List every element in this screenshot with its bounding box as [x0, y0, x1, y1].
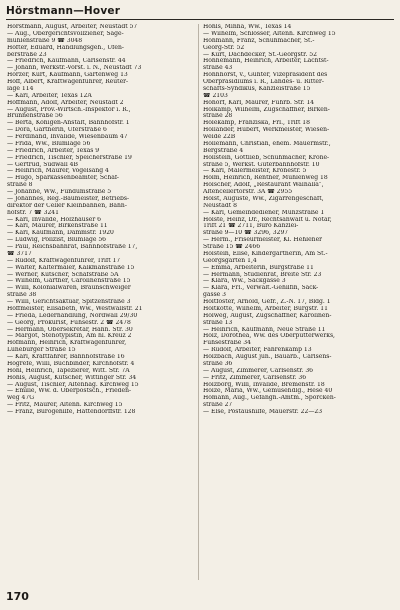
directory-entry-line: Höfter, Eduard, Handlungsgeh., Ufen-	[7, 44, 124, 51]
directory-entry-line: Straße 15 ☎ 2466	[203, 244, 261, 250]
directory-entry-line: Georg-Str. 52	[203, 44, 245, 51]
directory-entry-line: direktor der Celler Kleinbahnen, Bahn-	[7, 202, 127, 209]
directory-entry-line: Holz, Dorothea, Ww. des Oberpütterwerks,	[203, 333, 335, 340]
directory-entry-line: — Herm., Friseurmeister, Kl. Hehlener	[203, 237, 323, 244]
directory-entry-line: Holm, Heinrich, Rentner, Mühlenweg 18	[203, 175, 328, 182]
directory-entry-line: — Emma, Arbeiterin, Burgstraße 11	[203, 264, 314, 271]
directory-entry-line: — Karl, Invalide, Holzhäuser 6	[7, 216, 101, 223]
directory-entry-line: — Hugo, Sparkassenbeamter, Schaf-	[7, 175, 119, 182]
directory-entry-line: — Fritz, Zimmerer, Carlsenstr. 36	[203, 374, 307, 381]
directory-entry-line: Holze, Maria, Ww., Gemüsehdlg., Hese 40	[203, 388, 333, 395]
directory-entry-line: straße 27	[203, 402, 233, 409]
directory-entry-line: straße 8	[7, 182, 33, 189]
directory-entry-line: Holtkötte, Wilhelm, Arbeiter, Burgstr. 11	[203, 305, 328, 312]
directory-entry-line: — Paul, Reichsbahnrat, Bahnhofstraße 17,	[7, 244, 138, 250]
directory-entry-line: Holweg, August, Zugschaffner, Karolinen-	[203, 312, 332, 319]
directory-entry-line: — Karl, Arbeiter, Texas 12A	[7, 92, 92, 99]
directory-entry-line: — Walter, Kaltermaler, Kalkmanstraße 15	[7, 264, 135, 271]
directory-entry-line: Hollstein, Gottlieb, Schuhmacher, Krone-	[203, 154, 330, 161]
directory-entry-line: — Else, Postaushilfe, Mauerstr. 22—23	[203, 409, 323, 415]
directory-entry-line: — Klara, Ww., Sackgasse 3	[203, 278, 286, 285]
directory-entry-line: — Frida, Ww., Blumlage 56	[7, 140, 91, 147]
directory-entry-line: — Werner, Kutscher, Schafstraße 5A	[7, 271, 119, 278]
directory-entry-line: Hohorf, Karl, Maurer, Fuhrb. Str. 14	[203, 99, 315, 106]
directory-entry-line: — Johannes, Reg.-Baumeister, Betriebs-	[7, 195, 130, 202]
directory-entry-line: straße 9—10 ☎ 3296, 3297	[203, 230, 289, 237]
directory-entry-line: — Emilie, Ww. d. Oberpostsch., Frieden-	[7, 388, 132, 395]
directory-entry-line: Hoff, Albert, Kraftwagenführer, Reuter-	[7, 79, 129, 85]
directory-entry-line: — Hermann, Obersekretär, Hann. Str. 30	[7, 326, 133, 333]
directory-entry-line: ☎ 2103	[203, 92, 228, 99]
directory-entry-line: Hollemann, Christian, ehem. Mauermstr.,	[203, 140, 331, 147]
directory-entry-line: Holtfoster, Arnold, Gefr., Z.-N. 17, Bldg. 1	[203, 299, 331, 305]
directory-entry-line: straße 28	[203, 113, 233, 120]
directory-entry-line: Holkamp, Wilhelm, Zugschaffner, Birken-	[203, 106, 330, 113]
directory-entry-line: weg 47G	[7, 395, 35, 402]
directory-entry-line: Hoffmeister, Elisabeth, Ww., Westwallstr. 21	[7, 305, 143, 312]
directory-entry-line: Bergstraße 4	[203, 147, 244, 154]
directory-entry-line: — Willi, Kolonialwaren, Braunschweiger	[7, 285, 131, 292]
directory-entry-line: — Karl, Kraftfahrer, Bahnhofstraße 16	[7, 354, 125, 360]
directory-entry-line: Fuhsestraße 34	[203, 340, 251, 347]
directory-entry-line: straße 38	[7, 292, 37, 299]
directory-entry-line: Holscher, Adolf, „Restaurant Walhalla",	[203, 182, 324, 189]
directory-entry-line: gasse 3	[203, 292, 227, 299]
directory-entry-line: Hohnemann, Heinrich, Arbeiter, Lachtst-	[203, 58, 329, 65]
directory-entry-line: — Georg, Prokurist, Fuhsestr. 2 ☎ 2478	[7, 319, 131, 326]
directory-entry-line: Hörzer, Kurt, Kaufmann, Gartenweg 13	[7, 72, 128, 79]
left-column	[7, 24, 197, 584]
directory-entry-line: — Berta, Königen-Anstalt, Bahnhofstr. 1	[7, 120, 130, 127]
directory-entry-line: Trift 21 ☎ 2711, Büro Kanzlei-	[203, 223, 299, 230]
directory-entry-line: — Johann, Werkstr.-Vorst. i. N., Neustadt 73	[7, 65, 142, 72]
directory-entry-line: Holst, Auguste, Ww., Zigarrengeschäft,	[203, 195, 324, 202]
directory-entry-line: — Heinrich, Maurer, Vogelsang 4	[7, 168, 109, 175]
directory-entry-line: — Rudolf, Kraftwagenführer, Trift 17	[7, 257, 121, 264]
directory-entry-line: — Hermann, Studienrat, Breite Str. 23	[203, 271, 322, 278]
directory-entry-line: Hohnhorst, v., Günter, Vizepräsident des	[203, 72, 328, 79]
directory-entry-line: Hohls, Minna, Ww., Texas 14	[203, 24, 292, 30]
directory-entry-line: Holzborg, Willi, Invalide, Bremenstr. 18	[203, 381, 325, 388]
directory-entry-line: berstraße 23	[7, 51, 47, 58]
directory-entry-line: — Karl, Gemeindediener, Münzstraße 1	[203, 209, 325, 216]
directory-entry-line: Georgsgarten 1,4	[203, 257, 257, 264]
directory-entry-line: straße 5, Werkst. Güterbahnhofstr. 10	[203, 161, 320, 168]
directory-entry-line: — August, Tischler, Altenhäg. Kirchweg 15	[7, 381, 139, 388]
directory-entry-line: Holste, Heinz, Dr., Rechtsanwalt u. Notar,	[203, 216, 332, 223]
directory-entry-line: — Friedrich, Kaufmann, Carlsenstr. 44	[7, 58, 126, 65]
directory-entry-line: mühlenstraße 9 ☎ 3048	[7, 37, 83, 44]
directory-entry-line: Neustadt 8	[203, 202, 237, 209]
directory-entry-line: Holekamp, Franziska, Frl., Trift 18	[203, 120, 310, 127]
directory-entry-line: — Kurt, Dachdecker, St.-Georgstr. 52	[203, 51, 317, 58]
directory-entry-line: Hörstmann, August, Arbeiter, Neustadt 57	[7, 24, 138, 30]
directory-entry-line: — Friedrich, Arbeiter, Texas 9	[7, 147, 100, 154]
directory-entry-line: Holstein, Elise, Kindergärtnerin, Am St.-	[203, 250, 328, 257]
directory-entry-line: Hogrefe, Willi, Buchbinder, Kirchhofstr. 4	[7, 360, 135, 367]
directory-entry-line: — Aug., Obergerichtsvollzieher, Säge-	[7, 30, 124, 37]
directory-entry-line: — Gertrud, Südwall 4B	[7, 161, 78, 168]
directory-entry-line: — Karl, Kaufmann, Dammstr. 1920	[7, 230, 114, 237]
directory-entry-line: — Wilhelm, Gärtner, Carolinenstraße 15	[7, 278, 131, 285]
directory-entry-line: Hoffmann, Adolf, Arbeiter, Neustadt 2	[7, 99, 124, 106]
directory-entry-line: — Margot, Stenotypistin, Am hl. Kreuz 2	[7, 333, 132, 340]
directory-entry-line: Lüneburger Straße 15	[7, 347, 76, 354]
directory-entry-line: — August, Prov.-Wirtsch.-Inspektor i. R.,	[7, 106, 131, 113]
directory-entry-line: Hohl, Heinrich, Tapezierer, Witt. Str. 7A	[7, 367, 130, 374]
directory-entry-line: — Rudolf, Arbeiter, Fahrenkamp 13	[203, 347, 312, 354]
directory-entry-line: — Ferdinand, Invalide, Wiesenbaum 47	[7, 134, 128, 140]
directory-entry-line: — August, Zimmerer, Carlsenstr. 36	[203, 367, 314, 374]
directory-entry-line: hofstr. 7 ☎ 3241	[7, 209, 59, 216]
directory-entry-line: — Johanne, Ww., Fundumstraße 5	[7, 189, 112, 195]
directory-entry-line: — Heinrich, Kaufmann, Neue Straße 11	[203, 326, 326, 333]
directory-entry-line: — Friedrich, Tischler, Speicherstraße 19	[7, 154, 132, 161]
directory-entry-line: straße 13	[203, 319, 233, 326]
directory-entry-line: — Ludwig, Polizist, Blumlage 56	[7, 237, 107, 244]
directory-entry-line: — Klara, Frl., Verwalt.-Gehilfin, Sack-	[203, 285, 319, 292]
directory-entry-line: Homann, Aug., Gefängn.-Amtm., Spörcken-	[203, 395, 336, 402]
directory-entry-line: — Dora, Gärtnerin, Uferstraße 6	[7, 127, 107, 134]
directory-entry-line: Brunnenstraße 56	[7, 113, 63, 120]
directory-entry-line: schafts-Syndikus, Kanzleistraße 15	[203, 85, 311, 92]
directory-entry-line: straße 36	[203, 360, 233, 367]
directory-entry-line: ☎ 3717	[7, 250, 32, 257]
directory-entry-line: Hofmann, Heinrich, Kraftwagenführer,	[7, 340, 127, 347]
directory-entry-line: straße 43	[203, 65, 233, 72]
directory-entry-line: — Fritz, Maurer, Altenh. Kirchweg 15	[7, 402, 123, 409]
directory-entry-line: Holzbach, August jun., Bauarb., Carlsens-	[203, 354, 332, 360]
directory-entry-line: Hohmann, Franz, Schuhmacher, St.-	[203, 37, 315, 44]
directory-entry-line: Altencellertorstr. 3A ☎ 2955	[203, 189, 293, 195]
directory-entry-line: — Wilhelm, Schlosser, Altenh. Kirchweg 15	[203, 30, 336, 37]
running-head: Hörstmann—Hover	[6, 5, 121, 17]
directory-entry-line: weide 22B	[203, 134, 236, 140]
directory-entry-line: Hohls, August, Kutscher, Wittinger Str. 34	[7, 374, 137, 381]
directory-entry-line: — Karl, Maurer, Birkenstraße 11	[7, 223, 108, 230]
directory-entry-line: Holländer, Hubert, Werkmeister, Wiesen-	[203, 127, 330, 134]
page-number: 170	[6, 590, 29, 603]
directory-entry-line: — Karl, Malermeister, Kronestr. 5	[203, 168, 307, 175]
column-divider	[198, 24, 199, 580]
directory-entry-line: — Willi, Gerichtsaktuar, Spitzenstraße 3	[7, 299, 131, 305]
right-column	[203, 24, 393, 584]
directory-entry-line: Oberpräsidiums i. R., Landes- u. Ritter-	[203, 79, 324, 85]
directory-entry-line: lage 114	[7, 85, 34, 92]
directory-entry-line: — Franz, Bürogehilfe, Hattendorffstr. 128	[7, 409, 136, 415]
header-rule	[6, 19, 394, 20]
directory-entry-line: — Frieda, Lederhandlung, Nordwall 29/30	[7, 312, 138, 319]
